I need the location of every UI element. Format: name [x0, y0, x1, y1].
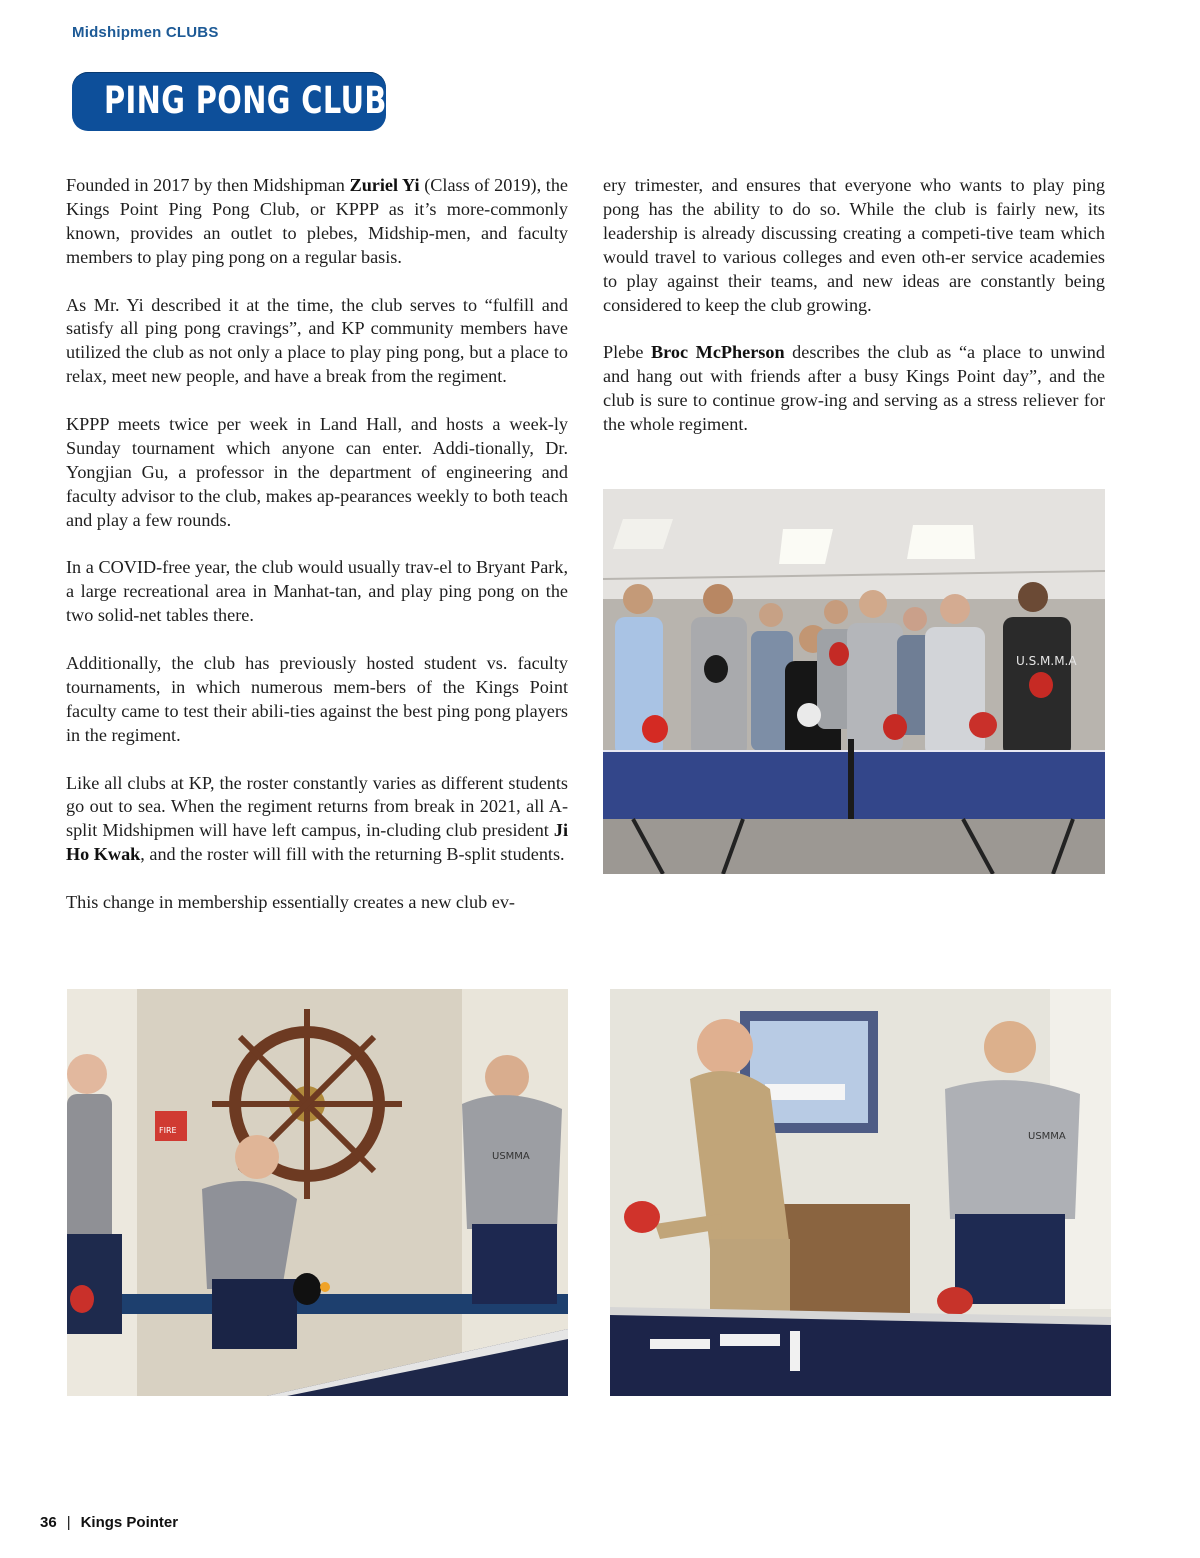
- paragraph-text: Plebe: [603, 342, 652, 363]
- title-banner: [72, 72, 386, 131]
- wheel-room-photo: [67, 989, 568, 1396]
- sign-text: FIRE: [159, 1126, 177, 1135]
- article-paragraph: As Mr. Yi described it at the time, the club serves to “fulfill and satisfy all ping pong cravings”, and KP community members have utilized the club as not only a place to play ping pong, but a place to relax, meet new people, and have a break from the regiment.: [66, 294, 568, 387]
- article-paragraph: In a COVID-free year, the club would usually trav-el to Bryant Park, a large recreational area in Manhat-tan, and play ping pong on the two solid-net tables there.: [66, 557, 568, 626]
- person-name: Zuriel Yi: [349, 175, 420, 195]
- person-name: Broc McPherson: [651, 342, 785, 363]
- section-label: Midshipmen CLUBS: [72, 24, 219, 41]
- article-paragraph: Additionally, the club has previously hosted student vs. faculty tournaments, in which numerous mem-bers of the Kings Point faculty came to test their abili-ties against the best ping pong players in the regiment.: [66, 653, 568, 745]
- group-photo: [603, 489, 1105, 874]
- paragraph-text: Founded in 2017 by then Midshipman: [66, 175, 350, 195]
- shirt-text: USMMA: [492, 1151, 530, 1162]
- publication-name: Kings Pointer: [80, 1514, 179, 1531]
- article-paragraph: ery trimester, and ensures that everyone who wants to play ping pong has the ability to do so. While the club is fairly new, its leadership is already discussing creating a competi-tive team which would travel to various colleges and even oth-er service academies to play against their teams, and new ideas are constantly being considered to keep the club growing.: [603, 175, 1105, 315]
- article-column-right: [603, 174, 1105, 461]
- article-paragraph: [66, 174, 568, 270]
- paragraph-text: Like all clubs at KP, the roster constantly varies as different students go out to sea. When the regiment returns from break in 2021, all A-split Midshipmen will have left campus, in-cluding club president: [66, 772, 568, 841]
- article-paragraph: This change in membership essentially creates a new club ev-: [66, 892, 515, 913]
- article-paragraph: [603, 341, 1105, 437]
- footer-separator: |: [66, 1514, 71, 1531]
- page-number: 36: [40, 1514, 57, 1531]
- article-paragraph: KPPP meets twice per week in Land Hall, and hosts a week-ly Sunday tournament which anyone can enter. Addi-tionally, Dr. Yongjian Gu, a professor in the department of engineering and faculty advisor to the club, makes ap-pearances weekly to both teach and play a few rounds.: [66, 414, 568, 530]
- paragraph-text: describes the club as “a place to unwind and hang out with friends after a busy Kings Point day”, and the club is sure to continue grow-ing and serving as a stress reliever for the whole regiment.: [603, 342, 1105, 435]
- article-paragraph: [66, 772, 568, 868]
- paragraph-text: , and the roster will fill with the returning B-split students.: [140, 844, 565, 865]
- article-column-left: [66, 174, 568, 939]
- shirt-text: USMMA: [1028, 1131, 1066, 1142]
- page-title: PING PONG CLUB: [104, 79, 387, 122]
- paragraph-text: (Class of 2019), the Kings Point Ping Pong Club, or KPPP as it’s more-commonly known, provides an outlet to plebes, Midship-men, and faculty members to play ping pong on a regular basis.: [66, 175, 568, 267]
- officer-photo: [610, 989, 1111, 1396]
- shirt-text: U.S.M.M.A: [1016, 654, 1077, 668]
- page-footer: [40, 1514, 178, 1531]
- person-name: Ji Ho Kwak: [66, 820, 568, 865]
